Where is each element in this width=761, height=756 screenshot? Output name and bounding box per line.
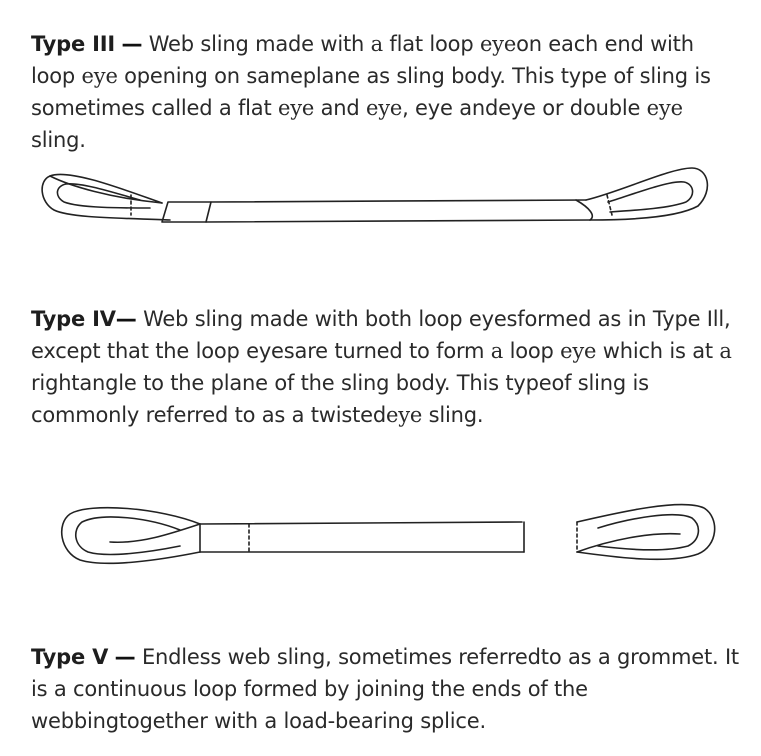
type-iii-term: Type III bbox=[31, 32, 115, 56]
em-dash: — bbox=[114, 645, 136, 669]
text-segment: eye bbox=[81, 64, 118, 88]
text-segment: a bbox=[490, 339, 504, 363]
left-eye-outer bbox=[62, 508, 200, 564]
left-eye-inner bbox=[57, 184, 150, 208]
text-segment: loop bbox=[503, 339, 561, 363]
text-segment: rightangle to the plane of the sling body. This typeof sling is commonly referred to as a twisted bbox=[31, 371, 649, 427]
text-segment: Endless web sling, sometimes referredto as a grommet. It is a continuous loop formed by joining the ends of the webbingtogether with a load-bearing splice. bbox=[31, 645, 739, 733]
text-segment: eye bbox=[479, 32, 517, 56]
right-eye-inner bbox=[598, 515, 698, 550]
text-segment: eye bbox=[560, 339, 597, 363]
text-segment: eye bbox=[646, 96, 683, 120]
text-segment: sling. bbox=[31, 128, 86, 152]
text-segment: , eye andeye or double bbox=[402, 96, 647, 120]
text-segment: a bbox=[719, 339, 732, 363]
text-segment: eye bbox=[365, 96, 403, 120]
left-sleeve bbox=[162, 202, 211, 222]
right-eye-outer bbox=[577, 505, 715, 560]
left-eye-fold bbox=[50, 176, 162, 203]
text-segment: which is at bbox=[596, 339, 720, 363]
type-iii-paragraph bbox=[31, 28, 741, 156]
type-v-paragraph bbox=[31, 641, 741, 737]
text-segment: Web sling made with both loop eyesformed as in Type Ill, except that the loop eyesare turned to form bbox=[31, 307, 731, 363]
text-segment: eye bbox=[278, 96, 315, 120]
text-segment: and bbox=[314, 96, 366, 120]
text-segment: sling. bbox=[422, 403, 484, 427]
twisted-eye-sling-illustration bbox=[50, 494, 730, 584]
right-eye-inner bbox=[608, 182, 693, 212]
text-segment: on each end with loop bbox=[31, 32, 694, 88]
body-top-edge bbox=[211, 200, 586, 202]
flat-eye-sling-illustration bbox=[30, 150, 720, 240]
right-eye-fold bbox=[576, 200, 592, 220]
text-segment: Web sling made with bbox=[142, 32, 371, 56]
right-eye-outer bbox=[586, 168, 707, 220]
left-eye-twist bbox=[110, 524, 200, 542]
type-iv-term: Type IV bbox=[31, 307, 116, 331]
text-segment: eye bbox=[386, 403, 423, 427]
text-segment: a bbox=[370, 32, 383, 56]
type-v-term: Type V bbox=[31, 645, 109, 669]
body-bottom-edge bbox=[206, 220, 590, 222]
text-segment: opening on sameplane as sling body. This type of sling is sometimes called a flat bbox=[31, 64, 711, 120]
em-dash: — bbox=[121, 32, 143, 56]
type-iv-paragraph bbox=[31, 303, 741, 431]
text-segment: flat loop bbox=[382, 32, 480, 56]
em-dash: — bbox=[115, 307, 137, 331]
